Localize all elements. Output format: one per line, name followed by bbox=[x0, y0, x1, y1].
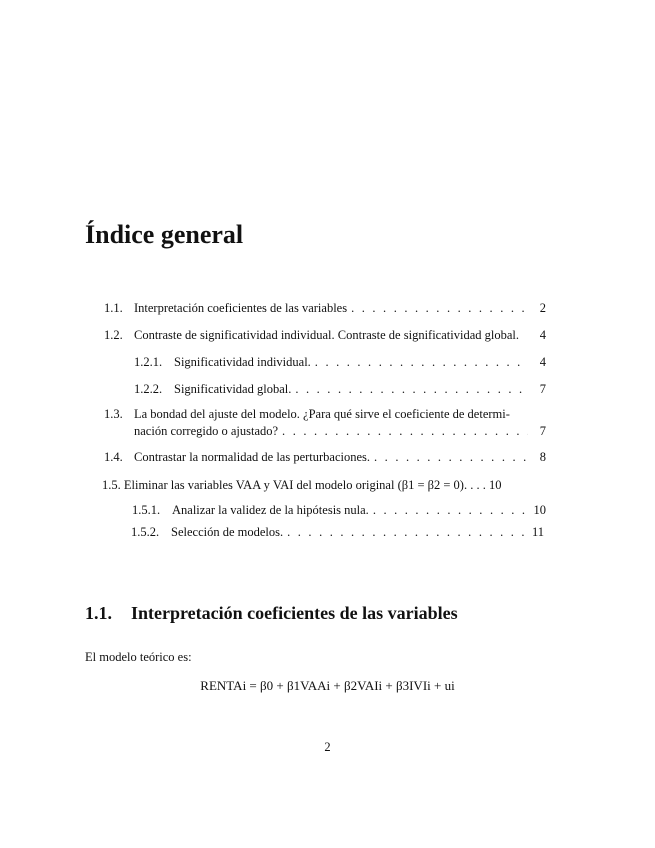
toc-entry-text-continued: nación corregido o ajustado? bbox=[134, 424, 279, 438]
section-title: Interpretación coeficientes de las variables bbox=[131, 603, 458, 623]
toc-entry-page: 8 bbox=[539, 450, 546, 464]
toc-entry[interactable] bbox=[134, 354, 546, 370]
toc-entry-text: Significatividad individual. bbox=[174, 355, 311, 369]
toc-leader bbox=[282, 423, 528, 440]
toc-entry-text: Contraste de significatividad individual. Contraste de significatividad global. bbox=[134, 328, 519, 342]
toc-entry-number: 1.5.1. bbox=[132, 503, 161, 517]
toc-entry-page: 7 bbox=[539, 424, 546, 438]
toc-leader bbox=[374, 449, 528, 465]
toc-entry-number: 1.4. bbox=[104, 450, 123, 464]
toc-entry-number: 1.3. bbox=[104, 407, 123, 421]
toc-entry-text: Contrastar la normalidad de las perturbaciones. bbox=[134, 450, 371, 464]
toc-entry-page: 10 bbox=[533, 503, 546, 517]
toc-leader bbox=[351, 300, 528, 316]
toc-entry-text: Selección de modelos. bbox=[171, 525, 284, 539]
toc-entry-page: 4 bbox=[539, 355, 546, 369]
toc-entry[interactable] bbox=[132, 502, 546, 518]
toc-entry-page: 4 bbox=[539, 328, 546, 342]
toc-entry[interactable] bbox=[104, 300, 546, 316]
body-paragraph: El modelo teórico es: bbox=[85, 650, 192, 664]
toc-entry-number: 1.2. bbox=[104, 328, 123, 342]
toc-entry-number: 1.5.2. bbox=[131, 525, 160, 539]
toc-entry-number: 1.2.2. bbox=[134, 382, 163, 396]
toc-leader bbox=[315, 354, 528, 370]
toc-entry[interactable] bbox=[104, 449, 546, 465]
section-heading bbox=[85, 603, 458, 624]
document-title: Índice general bbox=[85, 220, 244, 249]
toc-entry[interactable] bbox=[134, 381, 546, 397]
toc-entry-text: Interpretación coeficientes de las variables bbox=[134, 301, 348, 315]
toc-leader bbox=[287, 524, 526, 540]
toc-entry-text: Analizar la validez de la hipótesis nula. bbox=[172, 503, 369, 517]
toc-entry[interactable] bbox=[131, 524, 544, 540]
equation: RENTAi = β0 + β1VAAi + β2VAIi + β3IVIi + ui bbox=[200, 678, 455, 693]
toc-entry[interactable] bbox=[104, 327, 546, 343]
toc-entry-unformatted[interactable]: 1.5. Eliminar las variables VAA y VAI del modelo original (β1 = β2 = 0). . . . 10 bbox=[102, 478, 502, 492]
toc-entry-page: 7 bbox=[539, 382, 546, 396]
toc-entry[interactable] bbox=[104, 406, 546, 440]
toc-entry-text: La bondad del ajuste del modelo. ¿Para qué sirve el coeficiente de determi- bbox=[134, 407, 510, 421]
page-number: 2 bbox=[324, 740, 331, 754]
toc-entry-text: Significatividad global. bbox=[174, 382, 292, 396]
toc-entry-number: 1.2.1. bbox=[134, 355, 163, 369]
toc-entry-page: 2 bbox=[539, 301, 546, 315]
section-number: 1.1. bbox=[85, 603, 112, 623]
toc-leader bbox=[373, 502, 528, 518]
toc-entry-page: 11 bbox=[531, 525, 544, 539]
toc-entry-number: 1.1. bbox=[104, 301, 123, 315]
toc-leader bbox=[295, 381, 528, 397]
